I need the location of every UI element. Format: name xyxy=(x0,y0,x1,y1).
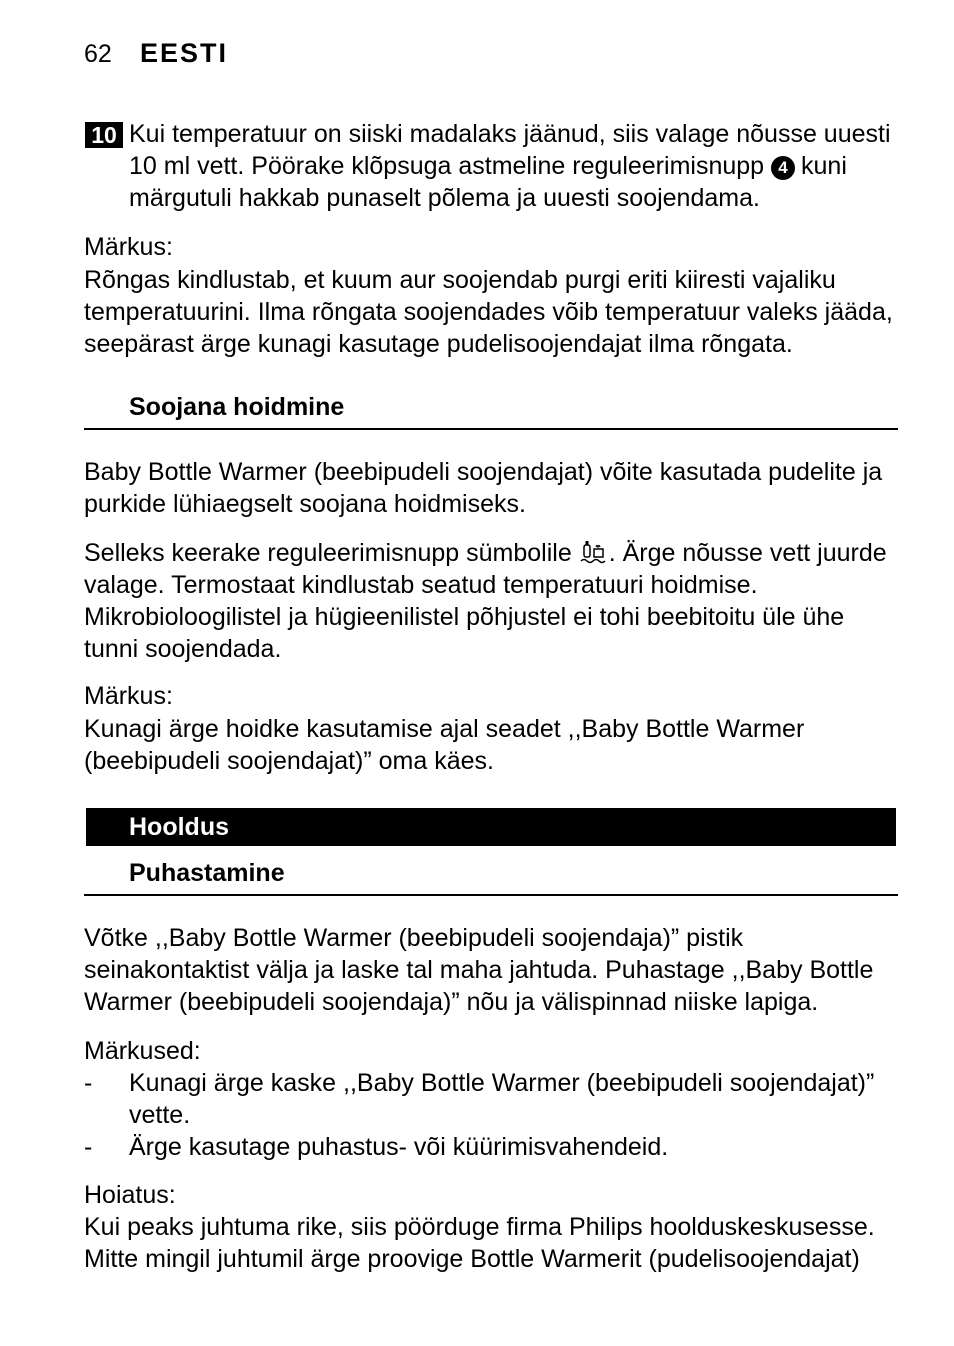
bullet-marker-1: - xyxy=(84,1069,93,1097)
page-number: 62 xyxy=(84,40,112,68)
circled-ref-4: 4 xyxy=(771,156,795,180)
bullet-marker-2: - xyxy=(84,1133,93,1161)
keep-warm-para-2-b: . Ärge nõusse vett juurde valage. Termostaat kindlustab seatud temperatuuri hoidmise. Mikrobioloogilistel ja hügieenilistel põhjustel ei tohi beebitoitu üle ühe tunni soojendada. xyxy=(84,539,887,663)
care-section-title: Hooldus xyxy=(129,813,229,841)
keep-warm-rule xyxy=(84,428,898,430)
step-10-text xyxy=(129,118,909,214)
keep-warm-para-1: Baby Bottle Warmer (beebipudeli soojendajat) võite kasutada pudelite ja purkide lühiaegselt soojana hoidmiseks. xyxy=(84,458,883,518)
step-number-badge: 10 xyxy=(85,122,123,148)
step-10-text-a: Kui temperatuur on siiski madalaks jäänud, siis valage nõusse uuesti 10 ml vett. Pöörake klõpsuga astmeline reguleerimisnupp xyxy=(129,120,891,180)
keep-warm-note-label: Märkus: xyxy=(84,682,173,710)
note-1-text: Rõngas kindlustab, et kuum aur soojendab purgi eriti kiiresti vajaliku temperatuurini. Ilma rõngata soojendades võib temperatuur valeks jääda, seepärast ärge kunagi kasutage pudelisoojendajat ilma rõngata. xyxy=(84,266,893,358)
cleaning-bullet-1: Kunagi ärge kaske ,,Baby Bottle Warmer (beebipudeli soojendajat)” vette. xyxy=(129,1069,875,1129)
cleaning-heading: Puhastamine xyxy=(129,859,285,887)
cleaning-notes-label: Märkused: xyxy=(84,1037,201,1065)
warning-label: Hoiatus: xyxy=(84,1181,176,1209)
keep-warm-note-text: Kunagi ärge hoidke kasutamise ajal seadet ,,Baby Bottle Warmer (beebipudeli soojendajat)” oma käes. xyxy=(84,715,805,775)
warning-text: Kui peaks juhtuma rike, siis pöörduge firma Philips hoolduskeskusesse. Mitte mingil juhtumil ärge proovige Bottle Warmerit (pudelisoojendajat) xyxy=(84,1213,875,1273)
note-1-label: Märkus: xyxy=(84,233,173,261)
keep-warm-para-2-a: Selleks keerake reguleerimisnupp sümbolile xyxy=(84,539,572,567)
keep-warm-symbol-icon xyxy=(579,539,609,565)
keep-warm-heading: Soojana hoidmine xyxy=(129,393,345,421)
cleaning-bullet-2: Ärge kasutage puhastus- või küürimisvahendeid. xyxy=(129,1133,669,1161)
language-label: EESTI xyxy=(140,38,229,68)
cleaning-para-1: Võtke ,,Baby Bottle Warmer (beebipudeli soojendaja)” pistik seinakontaktist välja ja laske tal maha jahtuda. Puhastage ,,Baby Bottle Warmer (beebipudeli soojendaja)” nõu ja välispinnad niiske lapiga. xyxy=(84,924,874,1016)
cleaning-rule xyxy=(84,894,898,896)
keep-warm-para-2 xyxy=(84,537,904,665)
step-10-text-b: kuni märgutuli hakkab punaselt põlema ja uuesti soojendama. xyxy=(129,152,847,212)
